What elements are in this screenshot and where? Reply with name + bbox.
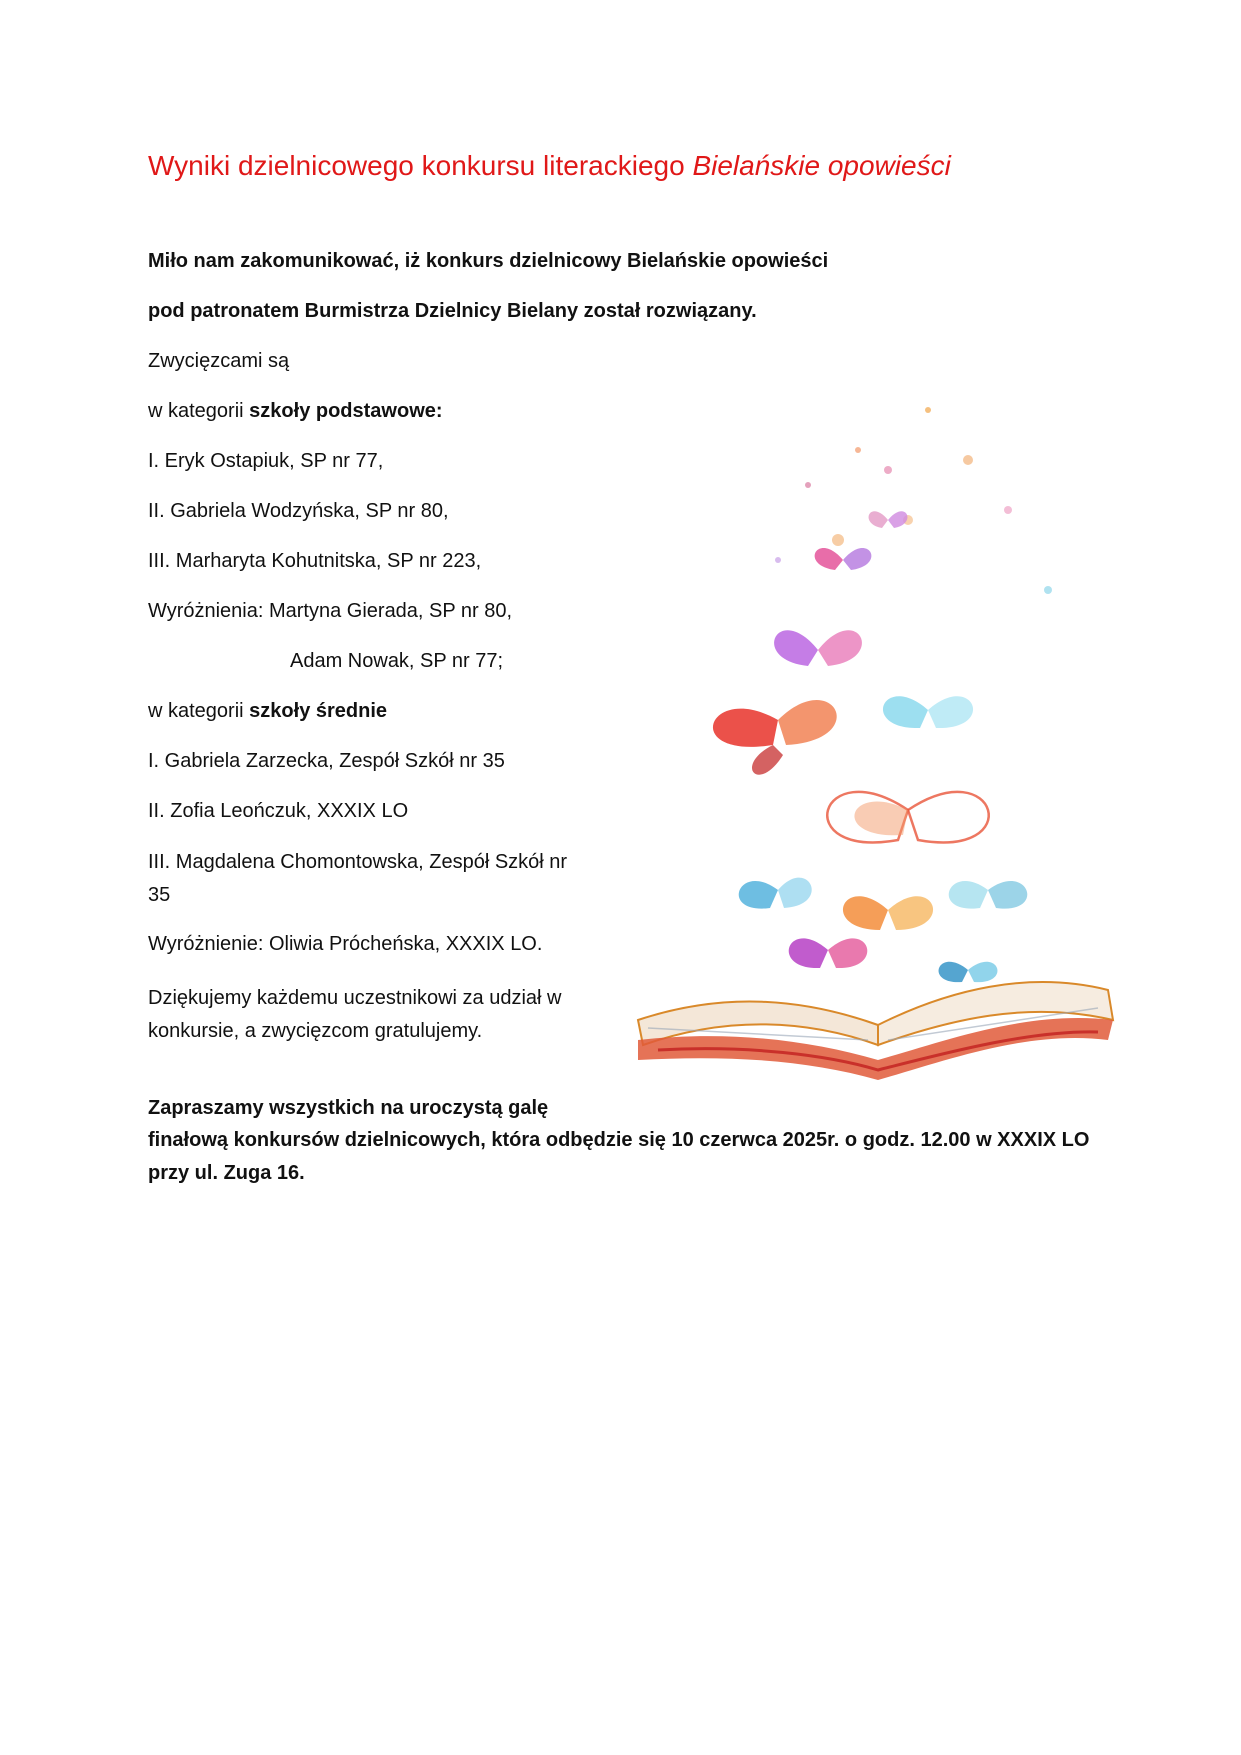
category-primary-name: szkoły podstawowe: (249, 400, 443, 422)
butterfly-blue-bottom (939, 962, 998, 982)
category-secondary (148, 697, 387, 725)
page-title (148, 150, 951, 182)
title-italic: Bielańskie opowieści (692, 150, 951, 181)
butterfly-cyan (883, 696, 973, 728)
secondary-place-3: III. Magdalena Chomontowska, Zespół Szkół nr 35 (148, 851, 568, 906)
primary-place-3: III. Marharyta Kohutnitska, SP nr 223, (148, 550, 482, 572)
intro-line-1: Miło nam zakomunikować, iż konkurs dzielnicowy Bielańskie opowieści (148, 250, 829, 272)
secondary-honor: Wyróżnienie: Oliwia Próchеńska, XXXIX LO. (148, 933, 543, 955)
invite-rest: finałową konkursów dzielnicowych, która odbędzie się 10 czerwca 2025r. o godz. 12.00 w XXXIX LO przy ul. Zuga 16. (148, 1129, 1090, 1184)
primary-place-2: II. Gabriela Wodzyńska, SP nr 80, (148, 500, 449, 522)
secondary-place-2: II. Zofia Leończuk, XXXIX LO (148, 800, 409, 822)
primary-honors: Wyróżnienia: Martyna Gierada, SP nr 80, (148, 600, 513, 622)
category-secondary-prefix: w kategorii (148, 700, 244, 722)
butterfly-magenta (789, 938, 868, 968)
butterfly-purple (774, 630, 862, 666)
secondary-place-1: I. Gabriela Zarzecka, Zespół Szkół nr 35 (148, 750, 505, 772)
title-main: Wyniki dzielnicowego konkursu literackiego (148, 150, 685, 181)
paint-speckles (775, 407, 1052, 594)
intro-line-2: pod patronatem Burmistrza Dzielnicy Bielany został rozwiązany. (148, 300, 757, 322)
winners-label: Zwycięzcami są (148, 350, 290, 372)
butterfly-small-pink (815, 548, 872, 570)
category-primary-prefix: w kategorii (148, 400, 244, 422)
butterfly-orange-outline (827, 792, 988, 843)
open-book-with-butterflies-icon (628, 390, 1148, 1120)
butterfly-blue-left (739, 878, 812, 909)
butterfly-small-violet (869, 511, 908, 528)
butterfly-orange-center (843, 896, 933, 930)
open-book (638, 982, 1113, 1080)
butterfly-teal-right (949, 881, 1028, 909)
thanks-paragraph: Dziękujemy każdemu uczestnikowi za udział w konkursie, a zwycięzcom gratulujemy. (148, 987, 562, 1042)
category-primary (148, 397, 443, 425)
category-secondary-name: szkoły średnie (249, 700, 388, 722)
butterfly-large-red (713, 700, 837, 775)
invite-line-1: Zapraszamy wszystkich na uroczystą galę (148, 1097, 549, 1119)
primary-honors-second: Adam Nowak, SP nr 77; (290, 650, 504, 672)
primary-place-1: I. Eryk Ostapiuk, SP nr 77, (148, 450, 384, 472)
